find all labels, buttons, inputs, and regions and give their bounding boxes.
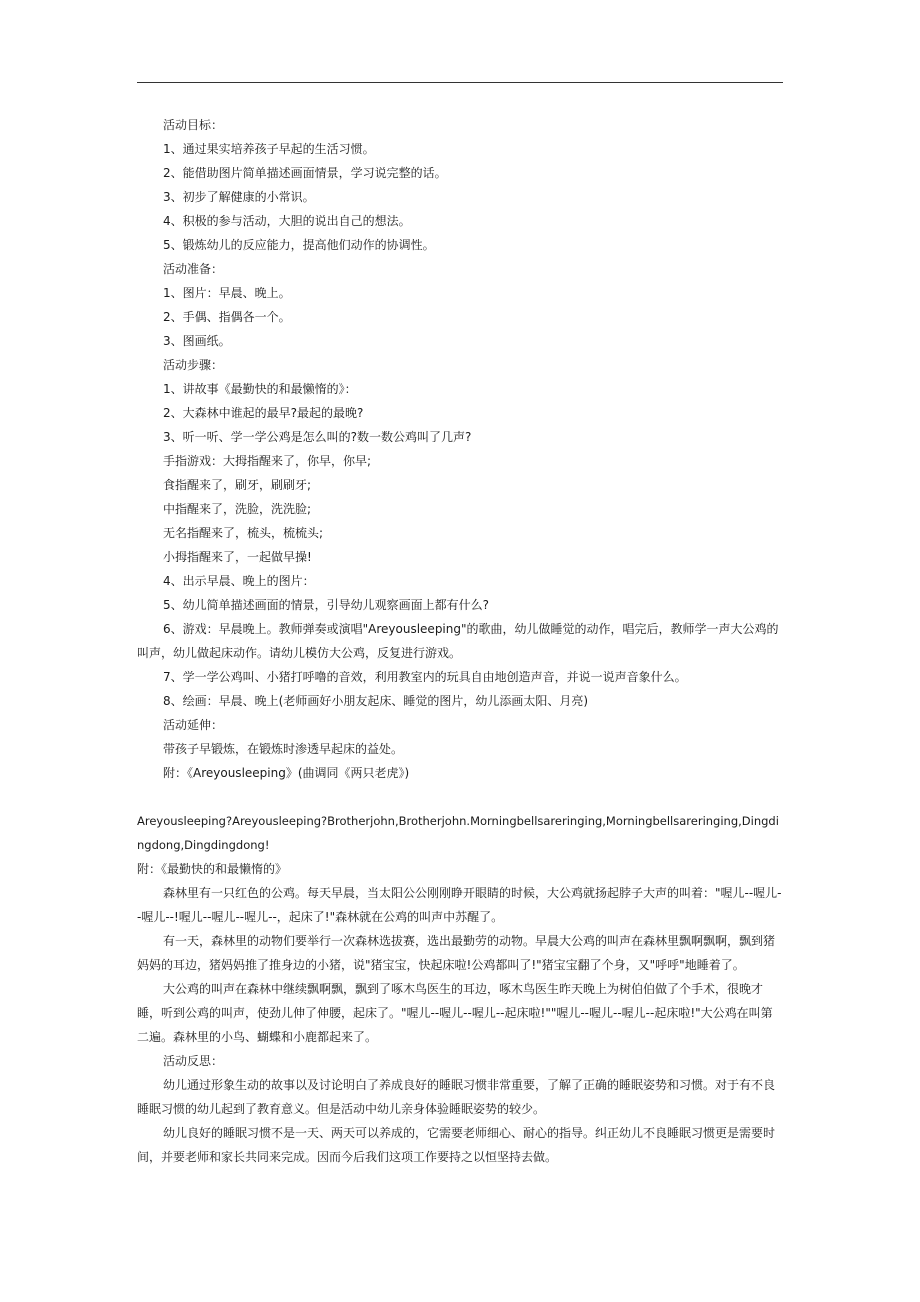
step-item: 7、学一学公鸡叫、小猪打呼噜的音效，利用教室内的玩具自由地创造声音，并说一说声音象什么。 (163, 670, 687, 684)
step-item: 4、出示早晨、晚上的图片： (163, 574, 315, 588)
heading-extension: 活动延伸： (163, 718, 224, 732)
appendix-story-title: 附：《最勤快的和最懒惰的》 (137, 862, 288, 876)
finger-game-line: 食指醒来了，刷牙，刷刷牙; (163, 478, 312, 492)
story-paragraph: 有一天，森林里的动物们要举行一次森林选拔赛，选出最勤劳的动物。早晨大公鸡的叫声在森林里飘啊飘啊，飘到猪妈妈的耳边，猪妈妈推了推身边的小猪，说"猪宝宝，快起床啦!公鸡都叫了!"猪宝宝翻了个身，又"呼呼"地睡着了。 (137, 934, 776, 972)
goal-item: 4、积极的参与活动，大胆的说出自己的想法。 (163, 214, 411, 228)
step-item: 3、听一听、学一学公鸡是怎么叫的?数一数公鸡叫了几声? (163, 430, 472, 444)
story-paragraph: 大公鸡的叫声在森林中继续飘啊飘，飘到了啄木鸟医生的耳边，啄木鸟医生昨天晚上为树伯伯做了个手术，很晚才睡，听到公鸡的叫声，使劲儿伸了伸腰，起床了。"喔儿--喔儿--喔儿--起床啦!""喔儿--喔儿--喔儿--起床啦!"大公鸡在叫第二遍。森林里的小鸟、蝴蝶和小鹿都起来了。 (137, 982, 773, 1044)
goal-item: 3、初步了解健康的小常识。 (163, 190, 315, 204)
heading-steps: 活动步骤： (163, 358, 224, 372)
step-item: 5、幼儿简单描述画面的情景，引导幼儿观察画面上都有什么? (163, 598, 490, 612)
step-item-6: 6、游戏：早晨晚上。教师弹奏或演唱"Areyousleeping"的歌曲，幼儿做睡觉的动作，唱完后，教师学一声大公鸡的叫声，幼儿做起床动作。请幼儿模仿大公鸡，反复进行游戏。 (137, 622, 779, 660)
prep-item: 2、手偶、指偶各一个。 (163, 310, 291, 324)
goal-item: 5、锻炼幼儿的反应能力，提高他们动作的协调性。 (163, 238, 435, 252)
goal-item: 2、能借助图片简单描述画面情景，学习说完整的话。 (163, 166, 447, 180)
finger-game-line: 无名指醒来了，梳头，梳梳头; (163, 526, 324, 540)
goal-item: 1、通过果实培养孩子早起的生活习惯。 (163, 142, 375, 156)
step-item: 8、绘画：早晨、晚上(老师画好小朋友起床、睡觉的图片，幼儿添画太阳、月亮) (163, 694, 589, 708)
finger-game-line: 小拇指醒来了，一起做早操! (163, 550, 312, 564)
header-rule (137, 82, 783, 83)
reflection-paragraph: 幼儿通过形象生动的故事以及讨论明白了养成良好的睡眠习惯非常重要，了解了正确的睡眠姿势和习惯。对于有不良睡眠习惯的幼儿起到了教育意义。但是活动中幼儿亲身体验睡眠姿势的较少。 (137, 1078, 776, 1116)
document-body (137, 113, 783, 1169)
finger-game-line: 中指醒来了，洗脸，洗洗脸; (163, 502, 312, 516)
finger-game-line: 手指游戏：大拇指醒来了，你早，你早; (163, 454, 372, 468)
reflection-paragraph: 幼儿良好的睡眠习惯不是一天、两天可以养成的，它需要老师细心、耐心的指导。纠正幼儿不良睡眠习惯更是需要时间，并要老师和家长共同来完成。因而今后我们这项工作要持之以恒坚持去做。 (137, 1126, 776, 1164)
step-item: 2、大森林中谁起的最早?最起的最晚? (163, 406, 364, 420)
prep-item: 3、图画纸。 (163, 334, 231, 348)
spacer (137, 785, 783, 809)
song-lyrics: Areyousleeping?Areyousleeping?Brotherjohn,Brotherjohn.Morningbellsareringing,Morningbellsareringing,Dingdingdong,Dingdingdong! (137, 814, 779, 852)
appendix-song-title: 附：《Areyousleeping》(曲调同《两只老虎》) (163, 766, 410, 780)
heading-preparation: 活动准备： (163, 262, 224, 276)
heading-reflection: 活动反思： (163, 1054, 224, 1068)
heading-goals: 活动目标： (163, 118, 224, 132)
prep-item: 1、图片：早晨、晚上。 (163, 286, 291, 300)
story-paragraph: 森林里有一只红色的公鸡。每天早晨，当太阳公公刚刚睁开眼睛的时候，大公鸡就扬起脖子大声的叫着："喔儿--喔儿--喔儿--!喔儿--喔儿--喔儿--，起床了!"森林就在公鸡的叫声中苏醒了。 (137, 886, 782, 924)
extension-text: 带孩子早锻炼，在锻炼时渗透早起床的益处。 (163, 742, 404, 756)
step-item: 1、讲故事《最勤快的和最懒惰的》： (163, 382, 357, 396)
